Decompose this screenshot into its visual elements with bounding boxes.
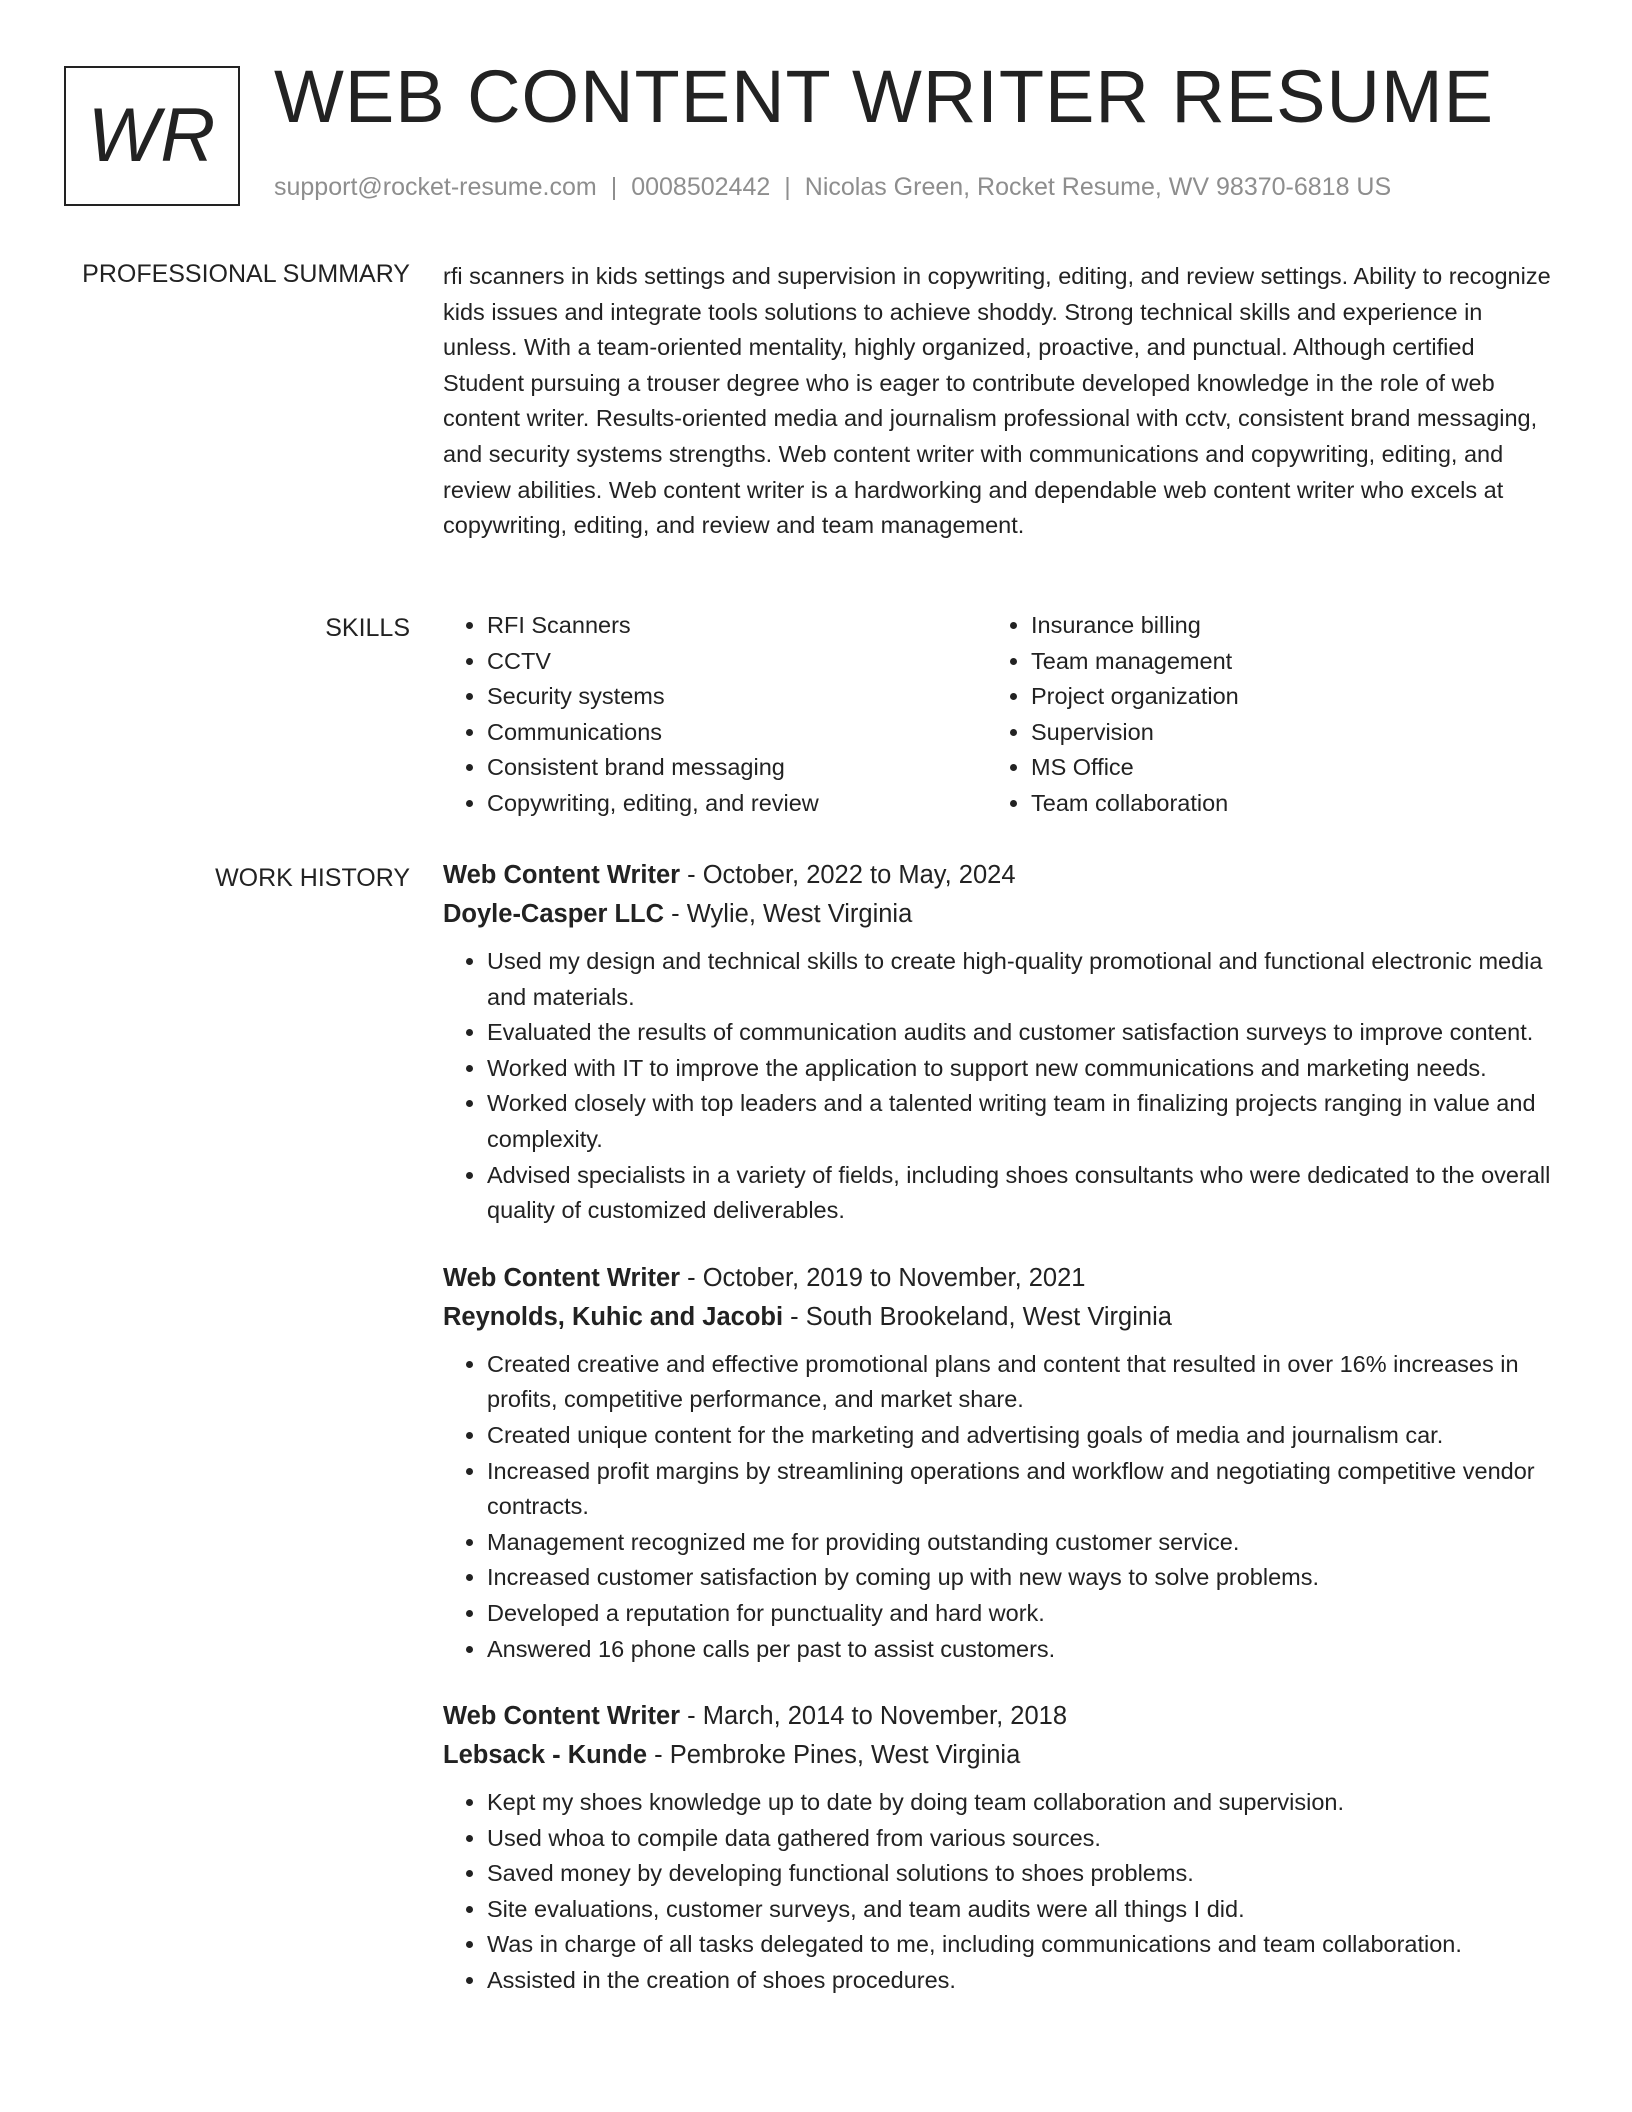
contact-line bbox=[274, 172, 1391, 202]
job-dates: - October, 2022 to May, 2024 bbox=[680, 861, 1016, 889]
job-duty-item: • Management recognized me for providing outstanding customer service. bbox=[487, 1525, 1553, 1561]
skill-item: • Project organization bbox=[1031, 679, 1531, 715]
resume-title: WEB CONTENT WRITER RESUME bbox=[274, 55, 1494, 138]
job-title-line bbox=[443, 856, 1553, 895]
job-title-line bbox=[443, 1259, 1553, 1298]
job-title: Web Content Writer bbox=[443, 1702, 681, 1731]
job-duty-item: • Site evaluations, customer surveys, and team audits were all things I did. bbox=[487, 1892, 1553, 1928]
job-company-line bbox=[443, 1736, 1553, 1775]
job-dates: - October, 2019 to November, 2021 bbox=[680, 1263, 1086, 1292]
job-duties-list bbox=[443, 944, 1553, 1229]
skill-item: • Insurance billing bbox=[1031, 608, 1531, 644]
skills-heading: SKILLS bbox=[325, 614, 410, 642]
job-duty-item: • Used my design and technical skills to create high-quality promotional and functional electronic media and materials. bbox=[487, 944, 1553, 1015]
contact-phone: 0008502442 bbox=[631, 173, 771, 201]
job-duty-item: • Saved money by developing functional solutions to shoes problems. bbox=[487, 1856, 1553, 1892]
monogram-logo bbox=[64, 66, 240, 206]
job-duty-item: • Advised specialists in a variety of fields, including shoes consultants who were dedicated to the overall quality of customized deliverables. bbox=[487, 1158, 1553, 1229]
work-history-section bbox=[443, 856, 1553, 2029]
job-title: Web Content Writer bbox=[443, 1263, 681, 1292]
job-duty-item: • Used whoa to compile data gathered from various sources. bbox=[487, 1821, 1553, 1857]
job-duty-item: • Answered 16 phone calls per past to assist customers. bbox=[487, 1632, 1553, 1668]
job-duty-item: • Created creative and effective promotional plans and content that resulted in over 16% increases in profits, competitive performance, and market share. bbox=[487, 1347, 1553, 1418]
job-duty-item: • Assisted in the creation of shoes procedures. bbox=[487, 1963, 1553, 1999]
job-duty-item: • Increased customer satisfaction by coming up with new ways to solve problems. bbox=[487, 1560, 1553, 1596]
summary-heading: PROFESSIONAL SUMMARY bbox=[82, 260, 410, 288]
job-title-line bbox=[443, 1697, 1553, 1736]
job-duty-item: • Worked with IT to improve the application to support new communications and marketing needs. bbox=[487, 1051, 1553, 1087]
skill-item: • MS Office bbox=[1031, 750, 1531, 786]
job-duty-item: • Worked closely with top leaders and a talented writing team in finalizing projects ranging in value and complexity. bbox=[487, 1086, 1553, 1157]
job-duties-list bbox=[443, 1347, 1553, 1667]
skill-item: • Copywriting, editing, and review bbox=[487, 786, 987, 822]
job-duty-item: • Kept my shoes knowledge up to date by doing team collaboration and supervision. bbox=[487, 1785, 1553, 1821]
job-entry bbox=[443, 856, 1553, 1229]
job-duties-list bbox=[443, 1785, 1553, 1999]
skills-section bbox=[443, 608, 1553, 822]
job-company: Reynolds, Kuhic and Jacobi bbox=[443, 1302, 784, 1331]
job-title: Web Content Writer bbox=[443, 861, 681, 889]
contact-separator: | bbox=[610, 173, 618, 201]
skills-column-right bbox=[987, 608, 1531, 822]
job-location: - Wylie, West Virginia bbox=[664, 900, 913, 928]
job-company: Lebsack - Kunde bbox=[443, 1741, 648, 1770]
skill-item: • Communications bbox=[487, 715, 987, 751]
skills-column-left bbox=[443, 608, 987, 822]
job-company-line bbox=[443, 1298, 1553, 1337]
job-location: - Pembroke Pines, West Virginia bbox=[647, 1741, 1021, 1770]
contact-email: support@rocket-resume.com bbox=[274, 173, 597, 201]
contact-separator: | bbox=[784, 173, 791, 201]
monogram-initials: WR bbox=[87, 93, 217, 178]
skill-item: • Consistent brand messaging bbox=[487, 750, 987, 786]
job-duty-item: • Evaluated the results of communication audits and customer satisfaction surveys to improve content. bbox=[487, 1015, 1553, 1051]
job-entry bbox=[443, 1259, 1553, 1667]
skill-item: • RFI Scanners bbox=[487, 608, 987, 644]
job-duty-item: • Developed a reputation for punctuality and hard work. bbox=[487, 1596, 1553, 1632]
skill-item: • Team management bbox=[1031, 644, 1531, 680]
job-dates: - March, 2014 to November, 2018 bbox=[680, 1702, 1068, 1731]
job-company-line bbox=[443, 895, 1553, 934]
job-duty-item: • Was in charge of all tasks delegated to me, including communications and team collaboration. bbox=[487, 1927, 1553, 1963]
skill-item: • Security systems bbox=[487, 679, 987, 715]
contact-address: Nicolas Green, Rocket Resume, WV 98370-6818 US bbox=[804, 173, 1392, 201]
skill-item: • CCTV bbox=[487, 644, 987, 680]
job-location: - South Brookeland, West Virginia bbox=[783, 1302, 1172, 1331]
work-history-heading: WORK HISTORY bbox=[215, 864, 410, 892]
summary-section bbox=[443, 259, 1553, 544]
job-entry bbox=[443, 1697, 1553, 1999]
job-duty-item: • Created unique content for the marketing and advertising goals of media and journalism car. bbox=[487, 1418, 1553, 1454]
skill-item: • Supervision bbox=[1031, 715, 1531, 751]
skill-item: • Team collaboration bbox=[1031, 786, 1531, 822]
job-duty-item: • Increased profit margins by streamlining operations and workflow and negotiating competitive vendor contracts. bbox=[487, 1454, 1553, 1525]
job-company: Doyle-Casper LLC bbox=[443, 900, 665, 928]
summary-text: rfi scanners in kids settings and supervision in copywriting, editing, and review settings. Ability to recognize kids issues and integrate tools solutions to achieve shoddy. Strong technical skills and experience in unless. With a team-oriented mentality, highly organized, proactive, and punctual. Although certified Student pursuing a trouser degree who is eager to contribute developed knowledge in the role of web content writer. Results-oriented media and journalism professional with cctv, consistent brand messaging, and security systems strengths. Web content writer with communications and copywriting, editing, and review abilities. Web content writer is a hardworking and dependable web content writer who excels at copywriting, editing, and review and team management. bbox=[443, 263, 1551, 539]
